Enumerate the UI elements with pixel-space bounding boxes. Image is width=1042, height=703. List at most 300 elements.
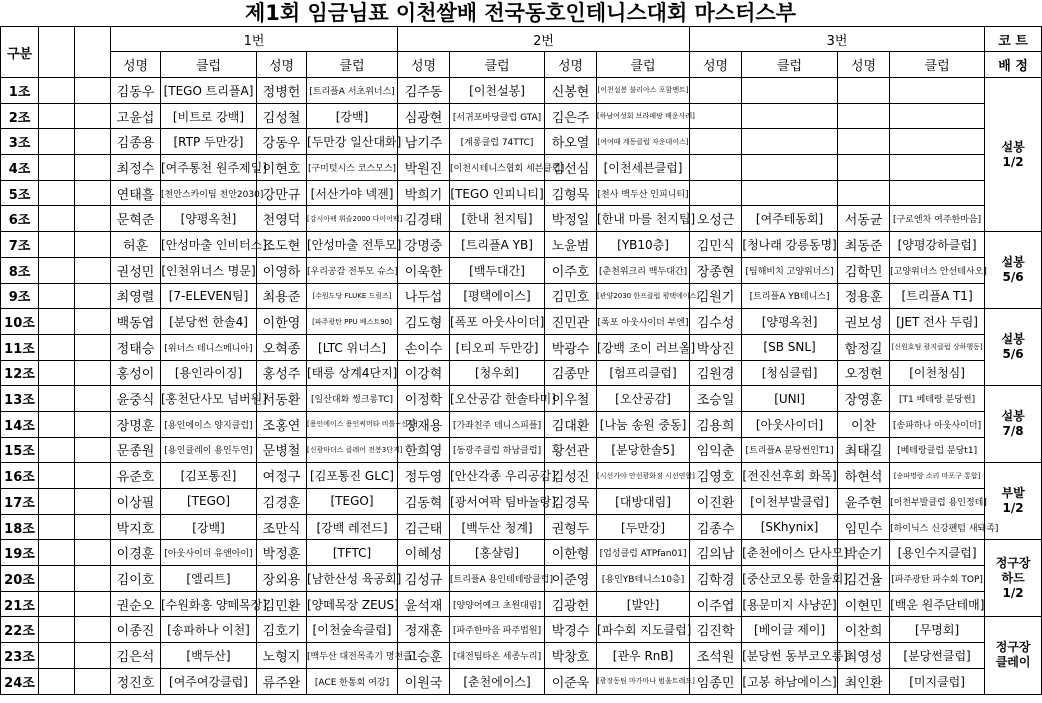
player-name-cell: 장외용	[257, 566, 307, 592]
sub-header-club: 클럽	[450, 52, 545, 78]
player-name-cell: 박경수	[545, 617, 597, 643]
player-name-cell: 진민관	[545, 309, 597, 335]
club-cell: [YB10층]	[597, 232, 690, 258]
blank-cell	[75, 78, 111, 104]
club-cell: [무명회]	[890, 617, 985, 643]
player-name-cell: 권형두	[545, 514, 597, 540]
court-2-header: 2번	[398, 27, 690, 52]
player-name-cell: 신봉현	[545, 78, 597, 104]
header-row-top	[1, 27, 1042, 52]
blank-cell	[39, 334, 75, 360]
player-name-cell: 김용희	[690, 411, 742, 437]
player-name-cell: 한희영	[398, 437, 450, 463]
player-name-cell: 김건율	[838, 566, 890, 592]
club-cell: [강백]	[161, 514, 257, 540]
player-name-cell	[690, 155, 742, 181]
player-name-cell: 김동우	[111, 78, 161, 104]
club-cell: [ACE 한통회 여강]	[307, 668, 398, 694]
player-name-cell: 윤중식	[111, 386, 161, 412]
player-name-cell: 장영훈	[838, 386, 890, 412]
club-cell: [고봉 하남에이스]	[742, 668, 838, 694]
club-cell: [강백 레전드]	[307, 514, 398, 540]
player-name-cell: 오정현	[838, 360, 890, 386]
table-row	[1, 591, 1042, 617]
player-name-cell: 이욱한	[398, 257, 450, 283]
club-cell: [위너스 테니스메니아]	[161, 334, 257, 360]
group-label: 21조	[1, 591, 39, 617]
table-row	[1, 643, 1042, 669]
club-cell: [RTP 두만강]	[161, 129, 257, 155]
club-cell: [팀해비치 고양위너스]	[742, 257, 838, 283]
player-name-cell: 이혜성	[398, 540, 450, 566]
player-name-cell: 김종수	[690, 514, 742, 540]
player-name-cell	[838, 129, 890, 155]
club-cell: [JET 전사 두림]	[890, 309, 985, 335]
club-cell: [구로엔차 여주한마음]	[890, 206, 985, 232]
player-name-cell: 최영성	[838, 643, 890, 669]
player-name-cell: 김경묵	[545, 489, 597, 515]
player-name-cell: 김원경	[690, 360, 742, 386]
blank-cell	[39, 129, 75, 155]
club-cell: [백두대간]	[450, 257, 545, 283]
player-name-cell	[838, 155, 890, 181]
club-cell: [관양2030 한프클럽 평택에이스]	[597, 283, 690, 309]
blank-cell	[75, 360, 111, 386]
blank-cell	[39, 257, 75, 283]
court-assignment: 정구장 하드 1/2	[985, 540, 1042, 617]
club-cell: [고양위너스 안선테사오]	[890, 257, 985, 283]
club-cell: [대전팀타온 세종누리]	[450, 643, 545, 669]
club-cell: [홍샬림]	[450, 540, 545, 566]
club-cell: [파주광탄 파수회 TOP]	[890, 566, 985, 592]
club-cell: [폭포 아웃사이더 부엔]	[597, 309, 690, 335]
club-cell: [TEGO 트리플A]	[161, 78, 257, 104]
group-label: 4조	[1, 155, 39, 181]
club-cell: [인천위너스 명문]	[161, 257, 257, 283]
player-name-cell: 김진학	[690, 617, 742, 643]
player-name-cell	[838, 78, 890, 104]
player-name-cell: 오성근	[690, 206, 742, 232]
player-name-cell	[690, 180, 742, 206]
court-assignment: 설봉 1/2	[985, 78, 1042, 232]
table-row	[1, 78, 1042, 104]
player-name-cell: 김근태	[398, 514, 450, 540]
player-name-cell: 강동우	[257, 129, 307, 155]
player-name-cell: 정진호	[111, 668, 161, 694]
club-cell: [용인YB테니스10층]	[597, 566, 690, 592]
club-cell: [비트로 강백]	[161, 103, 257, 129]
club-cell: [동광주클럽 하남클럽]	[450, 437, 545, 463]
table-row	[1, 232, 1042, 258]
club-cell: [트리플A 분당썬인T1]	[742, 437, 838, 463]
court-assignment: 설봉 5/6	[985, 309, 1042, 386]
header-row-sub	[1, 52, 1042, 78]
player-name-cell: 홍성이	[111, 360, 161, 386]
blank-cell	[39, 489, 75, 515]
sub-header-club: 클럽	[742, 52, 838, 78]
player-name-cell: 서동환	[257, 386, 307, 412]
group-label: 20조	[1, 566, 39, 592]
group-label: 5조	[1, 180, 39, 206]
club-cell: [양평강하클럽]	[890, 232, 985, 258]
player-name-cell: 최정수	[111, 155, 161, 181]
player-name-cell: 연태흘	[111, 180, 161, 206]
club-cell: [용인클레이 용인두연]	[161, 437, 257, 463]
court-3-header: 3번	[690, 27, 985, 52]
player-name-cell: 권성민	[111, 257, 161, 283]
club-cell: [TEGO 인피니티]	[450, 180, 545, 206]
player-name-cell: 김광헌	[545, 591, 597, 617]
blank-cell	[39, 411, 75, 437]
club-cell: [강백 조이 러브올]	[597, 334, 690, 360]
player-name-cell: 노윤범	[545, 232, 597, 258]
player-name-cell: 이준욱	[545, 668, 597, 694]
club-cell: [강시아팩 휘슬2000 다이어팩]	[307, 206, 398, 232]
player-name-cell: 장명훈	[111, 411, 161, 437]
player-name-cell: 조석원	[690, 643, 742, 669]
draw-table	[0, 26, 1042, 695]
club-cell: [양평옥천]	[742, 309, 838, 335]
blank-cell	[75, 643, 111, 669]
blank-cell	[75, 386, 111, 412]
club-cell	[890, 103, 985, 129]
court-assign-header-bottom: 배 정	[985, 52, 1042, 78]
player-name-cell: 김대환	[545, 411, 597, 437]
club-cell: [한내 천지팁]	[450, 206, 545, 232]
player-name-cell: 권보성	[838, 309, 890, 335]
club-cell: [용인에이스 양지클럽]	[161, 411, 257, 437]
club-cell: [수원화홍 양떼목장]	[161, 591, 257, 617]
club-cell: [용인에이스 용인써머타 비틀~신통]	[307, 411, 398, 437]
player-name-cell: 박원진	[398, 155, 450, 181]
blank-cell	[75, 617, 111, 643]
club-cell: [백두산]	[161, 643, 257, 669]
club-cell: [이천설봉 불리아스 포함멘트]	[597, 78, 690, 104]
player-name-cell: 박정훈	[257, 540, 307, 566]
player-name-cell: 김종만	[545, 360, 597, 386]
player-name-cell: 박정일	[545, 206, 597, 232]
blank-header-2	[75, 27, 111, 78]
sub-header-name: 성명	[111, 52, 161, 78]
player-name-cell: 김성규	[398, 566, 450, 592]
group-label: 8조	[1, 257, 39, 283]
blank-cell	[39, 232, 75, 258]
club-cell: [시선가야 안선광화점 시선연합]	[597, 463, 690, 489]
blank-cell	[75, 540, 111, 566]
player-name-cell: 이찬	[838, 411, 890, 437]
club-cell	[742, 129, 838, 155]
player-name-cell: 여정구	[257, 463, 307, 489]
club-cell: [SKhynix]	[742, 514, 838, 540]
blank-cell	[39, 437, 75, 463]
group-label: 13조	[1, 386, 39, 412]
player-name-cell: 천영덕	[257, 206, 307, 232]
club-cell: [이천시테니스협회 세븐클럽]	[450, 155, 545, 181]
club-cell: [홍천단사모 넘버원]	[161, 386, 257, 412]
club-cell: [서귀포바당클럽 GTA]	[450, 103, 545, 129]
club-cell: [파주광탄 PPU 베스트90]	[307, 309, 398, 335]
club-cell: [트리플A 용인테테랑클럽]	[450, 566, 545, 592]
player-name-cell: 김선심	[545, 155, 597, 181]
club-cell: [여주테동회]	[742, 206, 838, 232]
player-name-cell: 하오열	[545, 129, 597, 155]
club-cell: [이천세븐클럽]	[597, 155, 690, 181]
player-name-cell: 정재훈	[398, 617, 450, 643]
blank-cell	[39, 155, 75, 181]
table-row	[1, 129, 1042, 155]
court-assignment: 정구장 클레이	[985, 617, 1042, 694]
sub-header-club: 클럽	[597, 52, 690, 78]
player-name-cell: 임종민	[690, 668, 742, 694]
club-cell: [서산가야 넥젠]	[307, 180, 398, 206]
player-name-cell: 고윤섭	[111, 103, 161, 129]
club-cell: [전진선후회 화목]	[742, 463, 838, 489]
club-cell	[890, 129, 985, 155]
player-name-cell: 이찬희	[838, 617, 890, 643]
player-name-cell: 이한영	[257, 309, 307, 335]
club-cell: [우리공감 전투모 슈스]	[307, 257, 398, 283]
sub-header-name: 성명	[838, 52, 890, 78]
blank-cell	[39, 514, 75, 540]
club-cell: [용문미지 사냥꾼]	[742, 591, 838, 617]
group-label: 22조	[1, 617, 39, 643]
club-cell: [청나래 강릉동명]	[742, 232, 838, 258]
sub-header-name: 성명	[690, 52, 742, 78]
player-name-cell: 김경훈	[257, 489, 307, 515]
club-cell: [트리플A T1]	[890, 283, 985, 309]
club-cell: [안산각종 우리공감]	[450, 463, 545, 489]
club-cell: [송파명랑 소리 마포구 통합]	[890, 463, 985, 489]
club-cell: [험프리클럽]	[597, 360, 690, 386]
club-cell: [트리플A 서초위너스]	[307, 78, 398, 104]
blank-cell	[75, 334, 111, 360]
player-name-cell: 문병철	[257, 437, 307, 463]
player-name-cell: 김이호	[111, 566, 161, 592]
player-name-cell: 이준영	[545, 566, 597, 592]
player-name-cell: 황선관	[545, 437, 597, 463]
blank-cell	[75, 514, 111, 540]
player-name-cell: 김민호	[545, 283, 597, 309]
player-name-cell: 윤석재	[398, 591, 450, 617]
group-label: 1조	[1, 78, 39, 104]
player-name-cell: 이우철	[545, 386, 597, 412]
blank-cell	[39, 360, 75, 386]
club-cell: [파주한마음 파주법원]	[450, 617, 545, 643]
blank-cell	[39, 463, 75, 489]
club-cell: [일산대화 썽크롱TC]	[307, 386, 398, 412]
player-name-cell: 김형묵	[545, 180, 597, 206]
club-cell	[890, 78, 985, 104]
club-cell: [태릉 상계4단지]	[307, 360, 398, 386]
player-name-cell: 류주완	[257, 668, 307, 694]
blank-header-1	[39, 27, 75, 78]
blank-cell	[39, 103, 75, 129]
blank-cell	[75, 463, 111, 489]
player-name-cell: 이상필	[111, 489, 161, 515]
player-name-cell: 김영호	[690, 463, 742, 489]
club-cell: [천안스카이팀 천안2030]	[161, 180, 257, 206]
player-name-cell: 임민수	[838, 514, 890, 540]
player-name-cell: 최인환	[838, 668, 890, 694]
court-assignment: 설봉 5/6	[985, 232, 1042, 309]
player-name-cell: 최영렬	[111, 283, 161, 309]
club-cell: [오산공감 한솔타미]	[450, 386, 545, 412]
club-cell: [광장동팀 마가마나 범울트레드]	[597, 668, 690, 694]
club-cell: [베이글 제이]	[742, 617, 838, 643]
group-label: 23조	[1, 643, 39, 669]
player-name-cell: 서동균	[838, 206, 890, 232]
player-name-cell: 김은석	[111, 643, 161, 669]
club-cell: [송파하나 아웃사이더]	[890, 411, 985, 437]
sub-header-name: 성명	[398, 52, 450, 78]
table-row	[1, 386, 1042, 412]
club-cell: [안성마출 전투모]	[307, 232, 398, 258]
player-name-cell: 윤주현	[838, 489, 890, 515]
club-cell: [백두산 대전목족기 명천클]	[307, 643, 398, 669]
draw-table-body	[1, 78, 1042, 695]
player-name-cell: 김성진	[545, 463, 597, 489]
club-cell: [김포통진]	[161, 463, 257, 489]
club-cell: [UNI]	[742, 386, 838, 412]
club-cell: [용인수지클럽]	[890, 540, 985, 566]
player-name-cell: 문종원	[111, 437, 161, 463]
player-name-cell: 손이수	[398, 334, 450, 360]
club-cell: [엘리트]	[161, 566, 257, 592]
player-name-cell: 이정학	[398, 386, 450, 412]
player-name-cell: 조홍연	[257, 411, 307, 437]
blank-cell	[75, 232, 111, 258]
table-row	[1, 257, 1042, 283]
player-name-cell: 김도형	[398, 309, 450, 335]
blank-cell	[39, 206, 75, 232]
player-name-cell: 강만규	[257, 180, 307, 206]
group-label: 6조	[1, 206, 39, 232]
blank-cell	[75, 668, 111, 694]
page-title: 제1회 임금님표 이천쌀배 전국동호인테니스대회 마스터스부	[244, 1, 796, 25]
group-label: 2조	[1, 103, 39, 129]
player-name-cell: 최용준	[257, 283, 307, 309]
player-name-cell: 김주동	[398, 78, 450, 104]
group-label: 16조	[1, 463, 39, 489]
sub-header-club: 클럽	[307, 52, 398, 78]
group-label: 12조	[1, 360, 39, 386]
group-label: 14조	[1, 411, 39, 437]
player-name-cell: 박순기	[838, 540, 890, 566]
club-cell: [두만강]	[597, 514, 690, 540]
player-name-cell: 강명중	[398, 232, 450, 258]
blank-cell	[75, 180, 111, 206]
club-cell: [베테랑클럽 분당t1]	[890, 437, 985, 463]
club-cell: [계롱클럽 74TTC]	[450, 129, 545, 155]
group-label: 9조	[1, 283, 39, 309]
sub-header-name: 성명	[257, 52, 307, 78]
player-name-cell: 고승훈	[398, 643, 450, 669]
table-row	[1, 489, 1042, 515]
club-cell: [SB SNL]	[742, 334, 838, 360]
club-cell: [미지클럽]	[890, 668, 985, 694]
player-name-cell: 백동엽	[111, 309, 161, 335]
player-name-cell: 장재용	[398, 411, 450, 437]
club-cell: [나눔 송원 중동]	[597, 411, 690, 437]
player-name-cell: 이주엽	[690, 591, 742, 617]
club-cell: [청심클럽]	[742, 360, 838, 386]
blank-cell	[75, 155, 111, 181]
club-cell: [한내 마를 천지팁]	[597, 206, 690, 232]
club-cell: [광서여팍 팀바놀랑]	[450, 489, 545, 515]
player-name-cell	[690, 129, 742, 155]
blank-cell	[75, 411, 111, 437]
player-name-cell: 김호기	[257, 617, 307, 643]
blank-cell	[75, 283, 111, 309]
blank-cell	[39, 78, 75, 104]
player-name-cell: 유준호	[111, 463, 161, 489]
table-row	[1, 566, 1042, 592]
player-name-cell: 하현석	[838, 463, 890, 489]
player-name-cell: 최태길	[838, 437, 890, 463]
player-name-cell: 장종현	[690, 257, 742, 283]
player-name-cell: 정두영	[398, 463, 450, 489]
blank-cell	[75, 437, 111, 463]
blank-cell	[39, 566, 75, 592]
club-cell: [대방대림]	[597, 489, 690, 515]
club-cell: [춘천에이스 단사모]	[742, 540, 838, 566]
club-cell: [남한산성 육공회]	[307, 566, 398, 592]
table-row	[1, 309, 1042, 335]
club-cell	[742, 78, 838, 104]
group-label: 19조	[1, 540, 39, 566]
club-cell: [하이닉스 신강팬텀 새돼족]	[890, 514, 985, 540]
blank-cell	[39, 386, 75, 412]
club-cell: [TEGO]	[161, 489, 257, 515]
club-cell: [천사 백두산 인피니티]	[597, 180, 690, 206]
player-name-cell: 김민환	[257, 591, 307, 617]
table-row	[1, 155, 1042, 181]
player-name-cell: 이주호	[545, 257, 597, 283]
table-row	[1, 668, 1042, 694]
club-cell: [아웃사이더]	[742, 411, 838, 437]
player-name-cell: 노형지	[257, 643, 307, 669]
player-name-cell: 허훈	[111, 232, 161, 258]
club-cell: [강백]	[307, 103, 398, 129]
player-name-cell: 박지호	[111, 514, 161, 540]
player-name-cell: 이현호	[257, 155, 307, 181]
blank-cell	[75, 103, 111, 129]
player-name-cell: 홍성주	[257, 360, 307, 386]
group-label: 7조	[1, 232, 39, 258]
court-assignment: 부발 1/2	[985, 463, 1042, 540]
club-cell: [양양어예크 초원대림]	[450, 591, 545, 617]
club-cell: [송파하나 이천]	[161, 617, 257, 643]
table-row	[1, 283, 1042, 309]
club-cell: [춘천위크리 백두대간]	[597, 257, 690, 283]
club-cell: [신원호팀 광지클럽 상하행동]	[890, 334, 985, 360]
club-cell: [이천숲속클럽]	[307, 617, 398, 643]
player-name-cell: 남기주	[398, 129, 450, 155]
club-cell: [LTC 위너스]	[307, 334, 398, 360]
group-label: 3조	[1, 129, 39, 155]
club-cell: [발안]	[597, 591, 690, 617]
sub-header-club: 클럽	[161, 52, 257, 78]
club-cell: [분당한솔5]	[597, 437, 690, 463]
table-row	[1, 180, 1042, 206]
sub-header-name: 성명	[545, 52, 597, 78]
club-cell	[890, 180, 985, 206]
player-name-cell: 박창호	[545, 643, 597, 669]
player-name-cell: 오혁종	[257, 334, 307, 360]
club-cell: [이천부발클럽]	[742, 489, 838, 515]
group-label: 17조	[1, 489, 39, 515]
club-cell	[890, 155, 985, 181]
